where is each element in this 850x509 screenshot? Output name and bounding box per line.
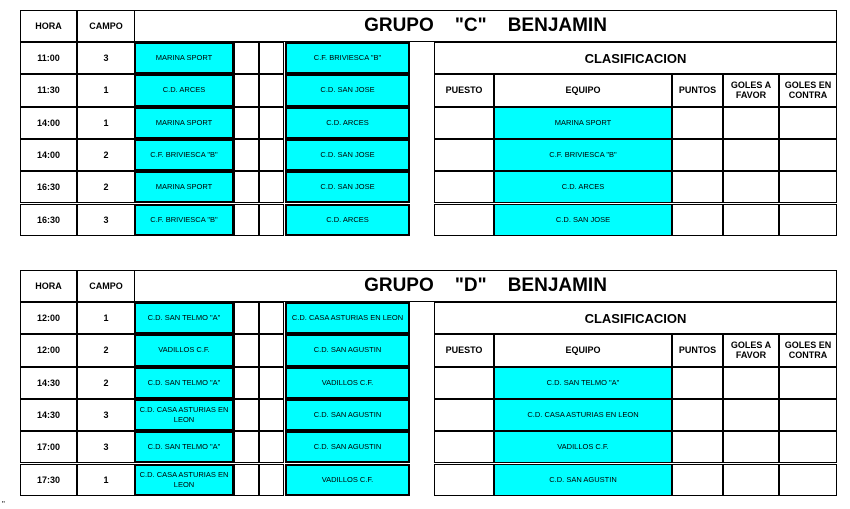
match-visitor-team: VADILLOS C.F. [285, 367, 410, 399]
goles-favor-cell[interactable] [723, 107, 779, 139]
group-title-text: GRUPO "D" BENJAMIN [364, 275, 607, 296]
clasificacion-team: C.D. SAN AGUSTIN [494, 464, 672, 496]
clasificacion-title: CLASIFICACION [434, 302, 837, 334]
clasificacion-team: C.D. ARCES [494, 171, 672, 203]
score-visitor-cell[interactable] [259, 367, 284, 399]
match-local-team: C.D. SAN TELMO "A" [134, 367, 234, 399]
group-title [134, 270, 837, 302]
match-hora: 14:00 [20, 107, 77, 139]
match-hora: 12:00 [20, 302, 77, 334]
clasificacion-team: C.D. SAN JOSE [494, 204, 672, 236]
match-local-team: C.D. SAN TELMO "A" [134, 302, 234, 334]
puesto-cell[interactable] [434, 431, 494, 463]
match-visitor-team: C.D. CASA ASTURIAS EN LEON [285, 302, 410, 334]
match-local-team: C.F. BRIVIESCA "B" [134, 139, 234, 171]
puntos-header: PUNTOS [672, 334, 723, 366]
score-local-cell[interactable] [234, 107, 259, 139]
match-hora: 14:00 [20, 139, 77, 171]
score-local-cell[interactable] [234, 139, 259, 171]
campo-header: CAMPO [77, 10, 135, 42]
clasificacion-team: C.F. BRIVIESCA "B" [494, 139, 672, 171]
puntos-cell[interactable] [672, 139, 723, 171]
goles-contra-header: GOLES EN CONTRA [779, 334, 837, 366]
match-local-team: C.D. ARCES [134, 74, 234, 106]
match-visitor-team: VADILLOS C.F. [285, 464, 410, 496]
match-visitor-team: C.D. ARCES [285, 204, 410, 236]
puntos-cell[interactable] [672, 431, 723, 463]
puntos-header: PUNTOS [672, 74, 723, 106]
score-local-cell[interactable] [234, 334, 259, 366]
match-local-team: C.F. BRIVIESCA "B" [134, 204, 234, 236]
match-local-team: MARINA SPORT [134, 42, 234, 74]
score-visitor-cell[interactable] [259, 42, 284, 74]
clasificacion-team: C.D. CASA ASTURIAS EN LEON [494, 399, 672, 431]
score-visitor-cell[interactable] [259, 431, 284, 463]
score-local-cell[interactable] [234, 74, 259, 106]
score-visitor-cell[interactable] [259, 464, 284, 496]
score-local-cell[interactable] [234, 204, 259, 236]
goles-favor-cell[interactable] [723, 139, 779, 171]
match-campo: 2 [77, 334, 135, 366]
score-visitor-cell[interactable] [259, 171, 284, 203]
score-visitor-cell[interactable] [259, 302, 284, 334]
campo-header: CAMPO [77, 270, 135, 302]
goles-favor-cell[interactable] [723, 204, 779, 236]
puntos-cell[interactable] [672, 107, 723, 139]
goles-favor-cell[interactable] [723, 399, 779, 431]
match-campo: 2 [77, 367, 135, 399]
score-visitor-cell[interactable] [259, 139, 284, 171]
score-visitor-cell[interactable] [259, 399, 284, 431]
puesto-cell[interactable] [434, 464, 494, 496]
goles-contra-cell[interactable] [779, 139, 837, 171]
match-visitor-team: C.D. ARCES [285, 107, 410, 139]
goles-favor-header: GOLES A FAVOR [723, 334, 779, 366]
score-local-cell[interactable] [234, 367, 259, 399]
score-local-cell[interactable] [234, 399, 259, 431]
puesto-cell[interactable] [434, 171, 494, 203]
clasificacion-team: VADILLOS C.F. [494, 431, 672, 463]
match-campo: 2 [77, 171, 135, 203]
puesto-cell[interactable] [434, 367, 494, 399]
hora-header: HORA [20, 10, 77, 42]
goles-contra-cell[interactable] [779, 204, 837, 236]
match-hora: 14:30 [20, 399, 77, 431]
match-campo: 3 [77, 204, 135, 236]
goles-contra-cell[interactable] [779, 367, 837, 399]
goles-contra-cell[interactable] [779, 464, 837, 496]
puntos-cell[interactable] [672, 204, 723, 236]
goles-favor-header: GOLES A FAVOR [723, 74, 779, 106]
stray-mark: " [2, 500, 5, 509]
match-visitor-team: C.D. SAN JOSE [285, 171, 410, 203]
goles-contra-cell[interactable] [779, 431, 837, 463]
goles-contra-header: GOLES EN CONTRA [779, 74, 837, 106]
puesto-cell[interactable] [434, 399, 494, 431]
match-local-team: C.D. CASA ASTURIAS EN LEON [134, 399, 234, 431]
score-visitor-cell[interactable] [259, 74, 284, 106]
match-hora: 14:30 [20, 367, 77, 399]
match-visitor-team: C.D. SAN AGUSTIN [285, 399, 410, 431]
match-local-team: VADILLOS C.F. [134, 334, 234, 366]
goles-contra-cell[interactable] [779, 399, 837, 431]
clasificacion-team: MARINA SPORT [494, 107, 672, 139]
match-local-team: C.D. CASA ASTURIAS EN LEON [134, 464, 234, 496]
match-visitor-team: C.F. BRIVIESCA "B" [285, 42, 410, 74]
clasificacion-team: C.D. SAN TELMO "A" [494, 367, 672, 399]
score-local-cell[interactable] [234, 42, 259, 74]
match-local-team: C.D. SAN TELMO "A" [134, 431, 234, 463]
equipo-header: EQUIPO [494, 74, 672, 106]
score-local-cell[interactable] [234, 431, 259, 463]
puesto-cell[interactable] [434, 107, 494, 139]
puesto-cell[interactable] [434, 139, 494, 171]
group-title-text: GRUPO "C" BENJAMIN [364, 15, 607, 36]
match-hora: 16:30 [20, 204, 77, 236]
puntos-cell[interactable] [672, 367, 723, 399]
match-local-team: MARINA SPORT [134, 107, 234, 139]
match-campo: 1 [77, 107, 135, 139]
match-campo: 3 [77, 399, 135, 431]
match-hora: 16:30 [20, 171, 77, 203]
group-title [134, 10, 837, 42]
goles-favor-cell[interactable] [723, 431, 779, 463]
match-local-team: MARINA SPORT [134, 171, 234, 203]
goles-contra-cell[interactable] [779, 171, 837, 203]
equipo-header: EQUIPO [494, 334, 672, 366]
score-local-cell[interactable] [234, 464, 259, 496]
puntos-cell[interactable] [672, 399, 723, 431]
match-visitor-team: C.D. SAN JOSE [285, 74, 410, 106]
match-campo: 1 [77, 464, 135, 496]
match-campo: 3 [77, 431, 135, 463]
match-hora: 11:30 [20, 74, 77, 106]
clasificacion-title: CLASIFICACION [434, 42, 837, 74]
puesto-header: PUESTO [434, 334, 494, 366]
puntos-cell[interactable] [672, 464, 723, 496]
match-visitor-team: C.D. SAN AGUSTIN [285, 334, 410, 366]
match-hora: 17:30 [20, 464, 77, 496]
score-visitor-cell[interactable] [259, 334, 284, 366]
match-campo: 2 [77, 139, 135, 171]
puesto-header: PUESTO [434, 74, 494, 106]
score-local-cell[interactable] [234, 302, 259, 334]
match-hora: 12:00 [20, 334, 77, 366]
score-visitor-cell[interactable] [259, 107, 284, 139]
match-visitor-team: C.D. SAN JOSE [285, 139, 410, 171]
hora-header: HORA [20, 270, 77, 302]
match-campo: 1 [77, 302, 135, 334]
match-campo: 1 [77, 74, 135, 106]
match-hora: 17:00 [20, 431, 77, 463]
goles-favor-cell[interactable] [723, 464, 779, 496]
puntos-cell[interactable] [672, 171, 723, 203]
score-visitor-cell[interactable] [259, 204, 284, 236]
goles-contra-cell[interactable] [779, 107, 837, 139]
match-visitor-team: C.D. SAN AGUSTIN [285, 431, 410, 463]
match-hora: 11:00 [20, 42, 77, 74]
goles-favor-cell[interactable] [723, 171, 779, 203]
score-local-cell[interactable] [234, 171, 259, 203]
goles-favor-cell[interactable] [723, 367, 779, 399]
puesto-cell[interactable] [434, 204, 494, 236]
match-campo: 3 [77, 42, 135, 74]
